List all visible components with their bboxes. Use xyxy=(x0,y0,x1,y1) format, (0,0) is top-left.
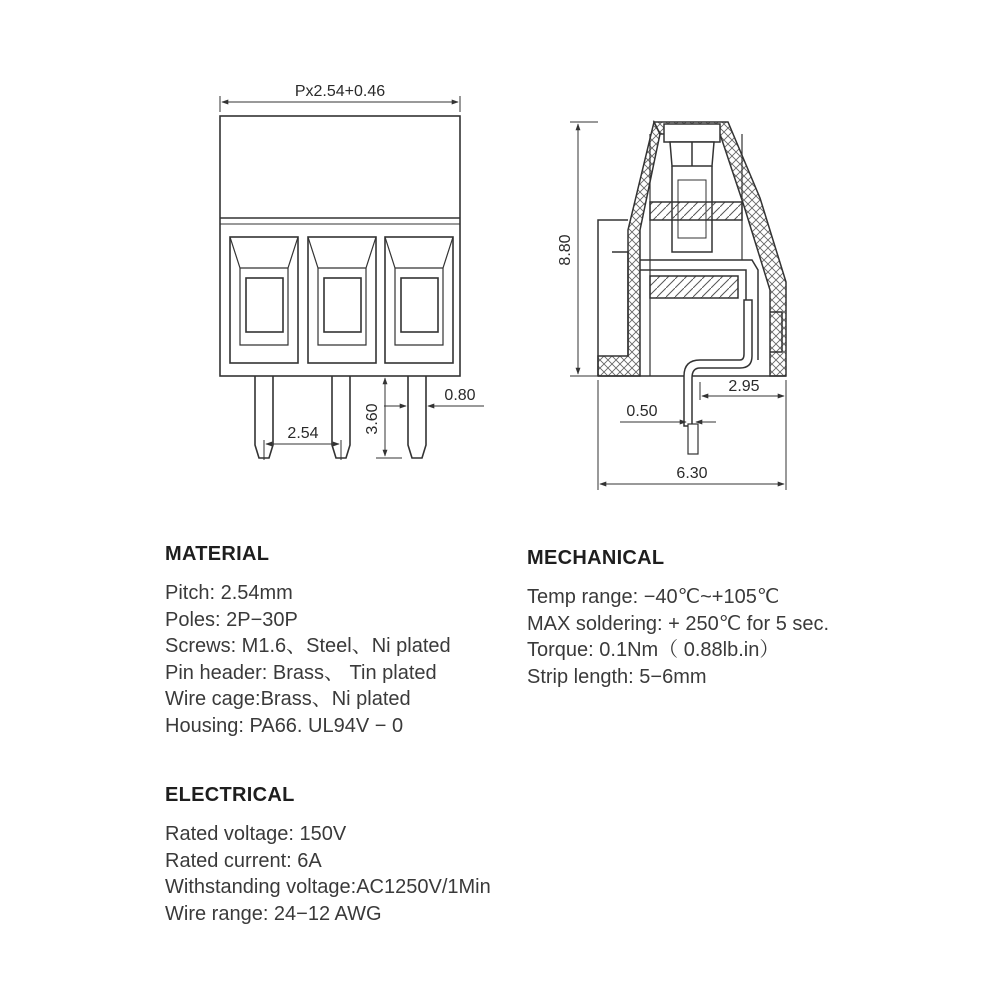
wire-entry-2 xyxy=(308,237,376,363)
side-pin xyxy=(684,300,752,426)
front-view xyxy=(220,96,484,460)
electrical-line: Withstanding voltage:AC1250V/1Min xyxy=(165,876,491,898)
electrical-line: Rated current: 6A xyxy=(165,849,322,872)
pitch-dimension-label: 2.54 xyxy=(287,425,319,442)
height-dimension-label: 8.80 xyxy=(557,234,574,266)
width-dimension-label: Px2.54+0.46 xyxy=(294,83,386,100)
side-housing-front xyxy=(598,122,660,376)
material-section xyxy=(165,543,451,739)
mechanical-title: MECHANICAL xyxy=(527,547,665,569)
mechanical-line: Temp range: −40℃~+105℃ xyxy=(527,586,780,608)
pin-thickness-dimension-label: 0.50 xyxy=(626,403,658,420)
electrical-line: Rated voltage: 150V xyxy=(165,823,347,845)
material-line: Housing: PA66. UL94V − 0 xyxy=(165,714,404,737)
electrical-title: ELECTRICAL xyxy=(165,784,295,806)
mechanical-line: MAX soldering: + 250℃ for 5 sec. xyxy=(527,612,830,635)
wire-cage xyxy=(640,260,758,360)
pin-offset-dimension-label: 2.95 xyxy=(728,378,760,395)
electrical-line: Wire range: 24−12 AWG xyxy=(165,902,382,925)
mechanical-section xyxy=(527,547,829,690)
front-housing xyxy=(220,116,460,376)
side-view-labels xyxy=(557,234,760,482)
mechanical-line: Strip length: 5−6mm xyxy=(527,665,707,688)
wire-entry-1 xyxy=(230,237,298,363)
material-line: Screws: M1.6、Steel、Ni plated xyxy=(165,635,451,657)
clamp-plate-upper xyxy=(650,202,742,220)
material-line: Pin header: Brass、 Tin plated xyxy=(165,661,437,684)
pin-width-dimension-label: 0.80 xyxy=(444,387,476,404)
clamp-plate-lower xyxy=(650,276,738,298)
material-title: MATERIAL xyxy=(165,543,270,565)
depth-dimension-label: 6.30 xyxy=(676,465,708,482)
screw xyxy=(664,124,720,252)
pin-length-dimension-label: 3.60 xyxy=(364,403,381,435)
pin-3 xyxy=(408,376,426,458)
material-line: Wire cage:Brass、Ni plated xyxy=(165,688,411,710)
material-line: Pitch: 2.54mm xyxy=(165,582,293,604)
electrical-section xyxy=(165,784,491,927)
wire-entry-3 xyxy=(385,237,453,363)
material-line: Poles: 2P−30P xyxy=(165,608,298,631)
mechanical-line: Torque: 0.1Nm（ 0.88lb.in） xyxy=(527,639,780,661)
side-view xyxy=(570,122,786,490)
